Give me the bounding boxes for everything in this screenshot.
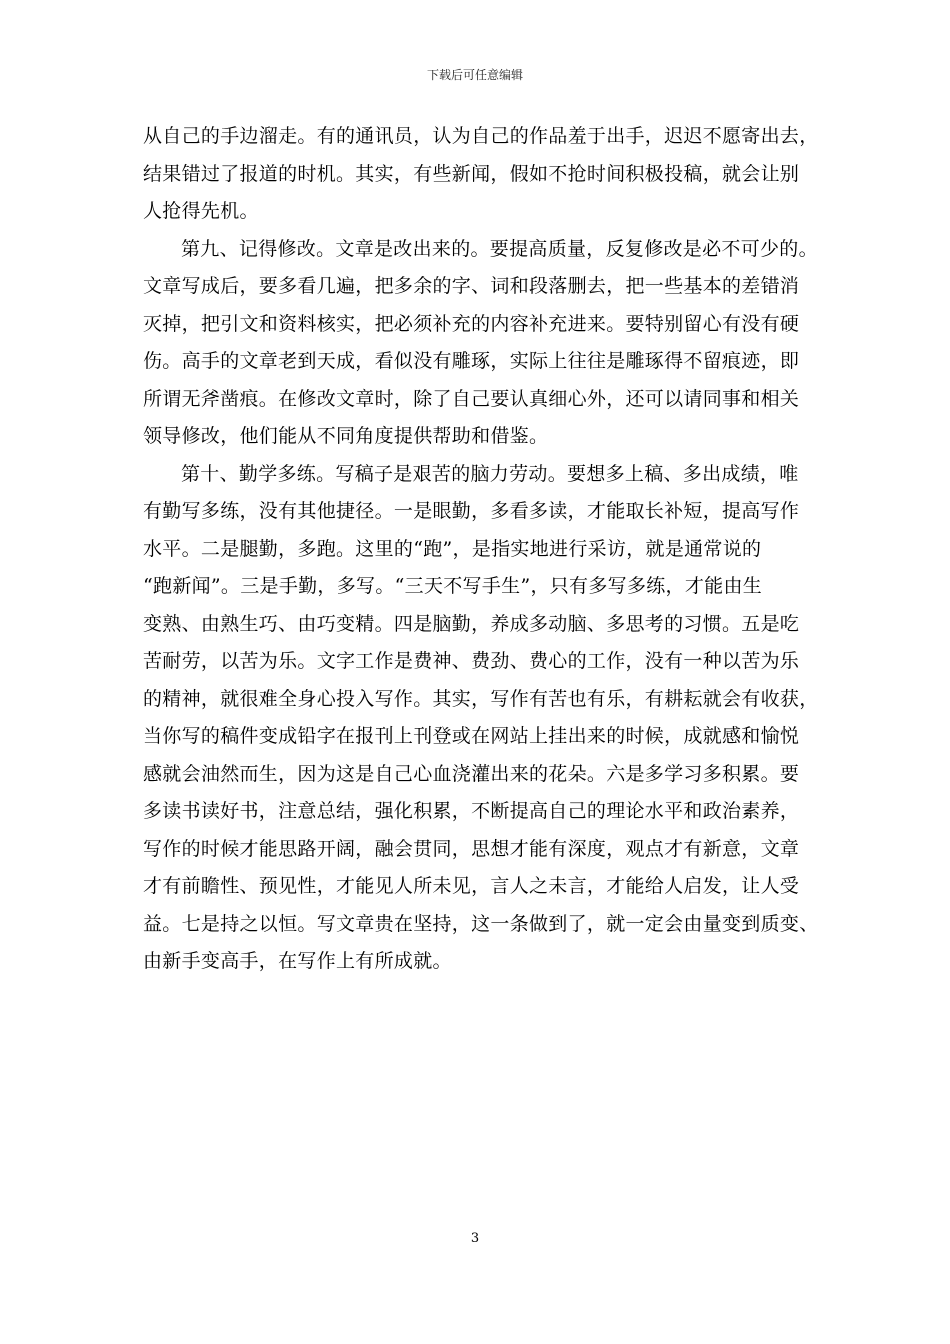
text-line: 从自己的手边溜走。有的通讯员，认为自己的作品羞于出手，迟迟不愿寄出去， xyxy=(143,125,819,147)
text-line: 水平。二是腿勤，多跑。这里的“跑”，是指实地进行采访，就是通常说的 xyxy=(143,537,762,560)
text-line: 才有前瞻性、预见性，才能见人所未见，言人之未言，才能给人启发，让人受 xyxy=(143,875,800,897)
paragraph xyxy=(143,231,825,456)
text-line: “跑新闻”。三是手勤，多写。“三天不写手生”，只有多写多练，才能由生 xyxy=(143,575,763,597)
text-line: 所谓无斧凿痕。在修改文章时，除了自己要认真细心外，还可以请同事和相关 xyxy=(143,387,800,410)
paragraph xyxy=(143,456,825,981)
page-header: 下载后可任意编辑 xyxy=(426,68,523,82)
text-line: 人抢得先机。 xyxy=(143,200,259,222)
text-line: 当你写的稿件变成铅字在报刊上刊登或在网站上挂出来的时候，成就感和愉悦 xyxy=(143,725,800,747)
text-line: 感就会油然而生，因为这是自己心血浇灌出来的花朵。六是多学习多积累。要 xyxy=(143,762,800,785)
paragraph xyxy=(143,118,825,231)
text-line: 变熟、由熟生巧、由巧变精。四是脑勤，养成多动脑、多思考的习惯。五是吃 xyxy=(143,612,800,635)
page-number: 3 xyxy=(470,1231,480,1246)
text-line: 结果错过了报道的时机。其实，有些新闻，假如不抢时间积极投稿，就会让别 xyxy=(143,162,800,185)
document-body xyxy=(143,118,825,981)
text-line: 写作的时候才能思路开阔，融会贯同，思想才能有深度，观点才有新意，文章 xyxy=(143,837,800,860)
text-line: 的精神，就很难全身心投入写作。其实，写作有苦也有乐，有耕耘就会有收获， xyxy=(143,687,819,710)
text-line: 第十、勤学多练。写稿子是艰苦的脑力劳动。要想多上稿、多出成绩，唯 xyxy=(181,462,799,485)
text-line: 苦耐劳，以苦为乐。文字工作是费神、费劲、费心的工作，没有一种以苦为乐 xyxy=(143,650,800,672)
text-line: 第九、记得修改。文章是改出来的。要提高质量，反复修改是必不可少的。 xyxy=(181,237,818,260)
text-line: 领导修改，他们能从不同角度提供帮助和借鉴。 xyxy=(143,425,549,447)
text-line: 多读书读好书，注意总结，强化积累，不断提高自己的理论水平和政治素养， xyxy=(143,800,800,822)
text-line: 有勤写多练，没有其他捷径。一是眼勤，多看多读，才能取长补短，提高写作 xyxy=(143,500,800,522)
text-line: 伤。高手的文章老到天成，看似没有雕琢，实际上往往是雕琢得不留痕迹，即 xyxy=(143,350,800,372)
text-line: 由新手变高手，在写作上有所成就。 xyxy=(143,950,452,972)
text-line: 灭掉，把引文和资料核实，把必须补充的内容补充进来。要特别留心有没有硬 xyxy=(143,312,800,335)
text-line: 文章写成后，要多看几遍，把多余的字、词和段落删去，把一些基本的差错消 xyxy=(143,275,800,297)
text-line: 益。七是持之以恒。写文章贵在坚持，这一条做到了，就一定会由量变到质变、 xyxy=(143,912,819,935)
